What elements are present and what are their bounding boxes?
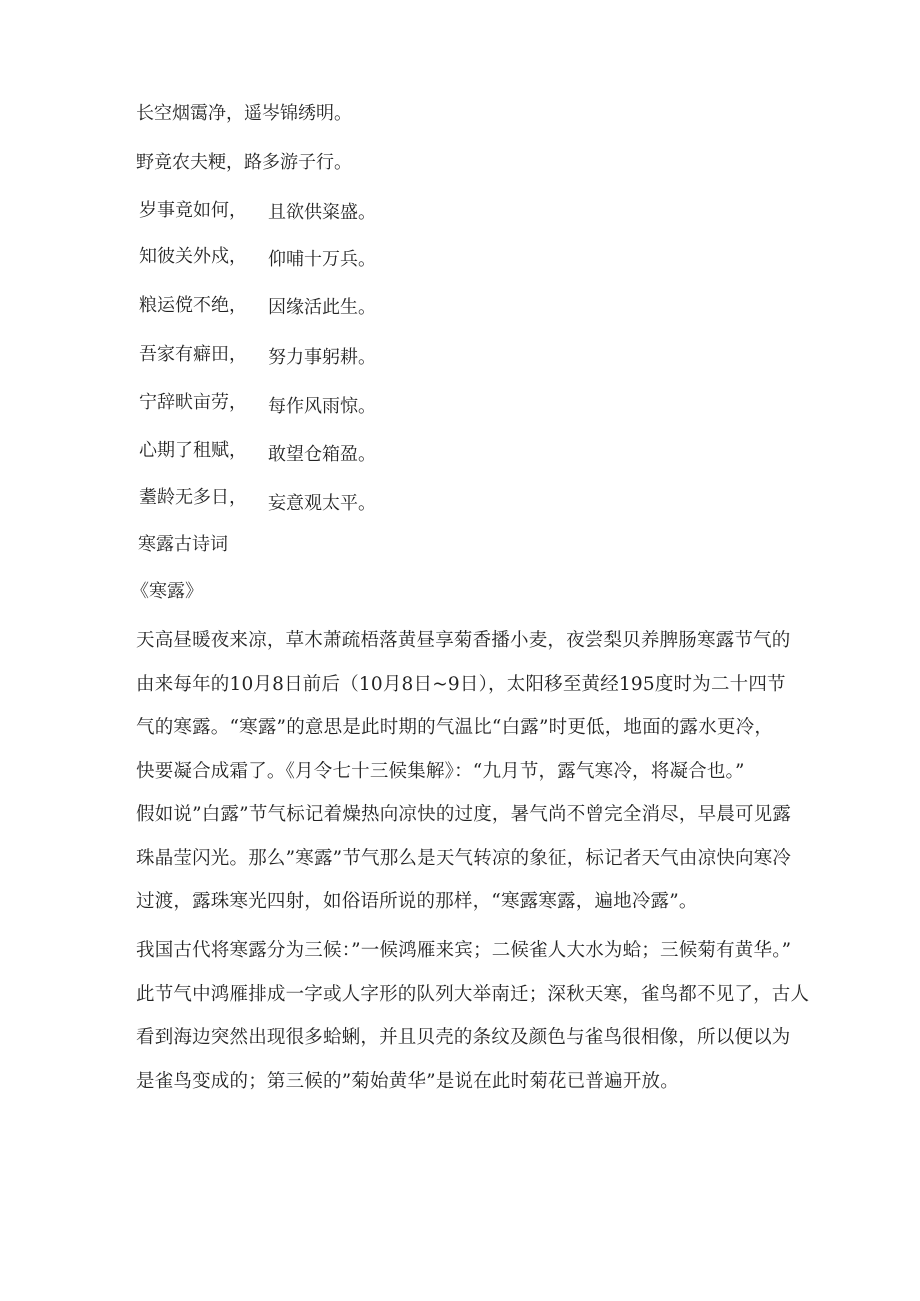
paragraph-1-line-3: 气的寒露。“寒露”的意思是此时期的气温比“白露”时更低，地面的露水更冷， [136,717,774,738]
paragraph-2-line-1: 我国古代将寒露分为三候：”一候鸿雁来宾；二候雀人大水为蛤；三候菊有黄华。” [136,940,792,961]
couplet-left-5: 宁辞畎亩劳， [139,392,247,413]
couplet-right-4: 努力事躬耕。 [268,347,376,368]
paragraph-2 [136,929,810,1103]
couplet-left-7: 耋龄无多日， [139,487,247,508]
section-heading: 寒露古诗词 [138,534,228,555]
couplet-right-5: 每作风雨惊。 [268,396,376,417]
paragraph-1-line-6: 珠晶莹闪光。那么”寒露”节气那么是天气转凉的象征，标记者天气由凉快向寒冷 [136,847,792,869]
paragraph-2-line-4: 是雀鸟变成的；第三候的”菊始黄华”是说在此时菊花已普遍开放。 [136,1070,679,1092]
paragraph-1-line-1: 天高昼暖夜来凉，草木萧疏梧落黄昼享菊香播小麦，夜尝梨贝养脾肠寒露节气的 [136,630,791,651]
poem-title: 《寒露》 [131,581,203,602]
paragraph-1-line-4: 快要凝合成霜了。《月令七十三候集解》：“九月节，露气寒冷，将凝合也。” [136,760,745,782]
couplet-left-4: 吾家有癖田， [139,344,247,365]
intro-line-1: 长空烟霭净，遥岑锦绣明。 [136,103,352,124]
paragraph-1-line-2: 由来每年的10月8日前后（10月8日~9日），太阳移至黄经195度时为二十四节 [136,673,786,695]
couplet-right-2: 仰哺十万兵。 [268,249,376,270]
paragraph-1-line-7: 过渡，露珠寒光四射，如俗语所说的那样，“寒露寒露，遍地冷露”。 [136,891,698,912]
paragraph-1-line-5: 假如说”白露”节气标记着燥热向凉快的过度，暑气尚不曾完全消尽，早晨可见露 [136,804,792,825]
paragraph-2-line-3: 看到海边突然出现很多蛤蜊，并且贝壳的条纹及颜色与雀鸟很相像，所以便以为 [136,1027,791,1048]
paragraph-1 [136,619,792,924]
couplet-right-1: 且欲供粢盛。 [268,202,376,223]
paragraph-2-line-2: 此节气中鸿雁排成一字或人字形的队列大举南迁；深秋天寒，雀鸟都不见了，古人 [136,983,810,1005]
couplet-left-6: 心期了租赋， [139,440,247,461]
couplet-left-3: 粮运傥不绝， [139,295,247,316]
couplet-right-7: 妄意观太平。 [268,493,376,514]
couplet-right-3: 因缘活此生。 [268,297,376,318]
couplet-left-1: 岁事竟如何， [139,200,247,221]
couplet-right-6: 敢望仓箱盈。 [268,444,376,465]
couplet-left-2: 知彼关外戍， [139,246,247,267]
intro-line-2: 野竟农夫粳，路多游子行。 [136,152,352,173]
